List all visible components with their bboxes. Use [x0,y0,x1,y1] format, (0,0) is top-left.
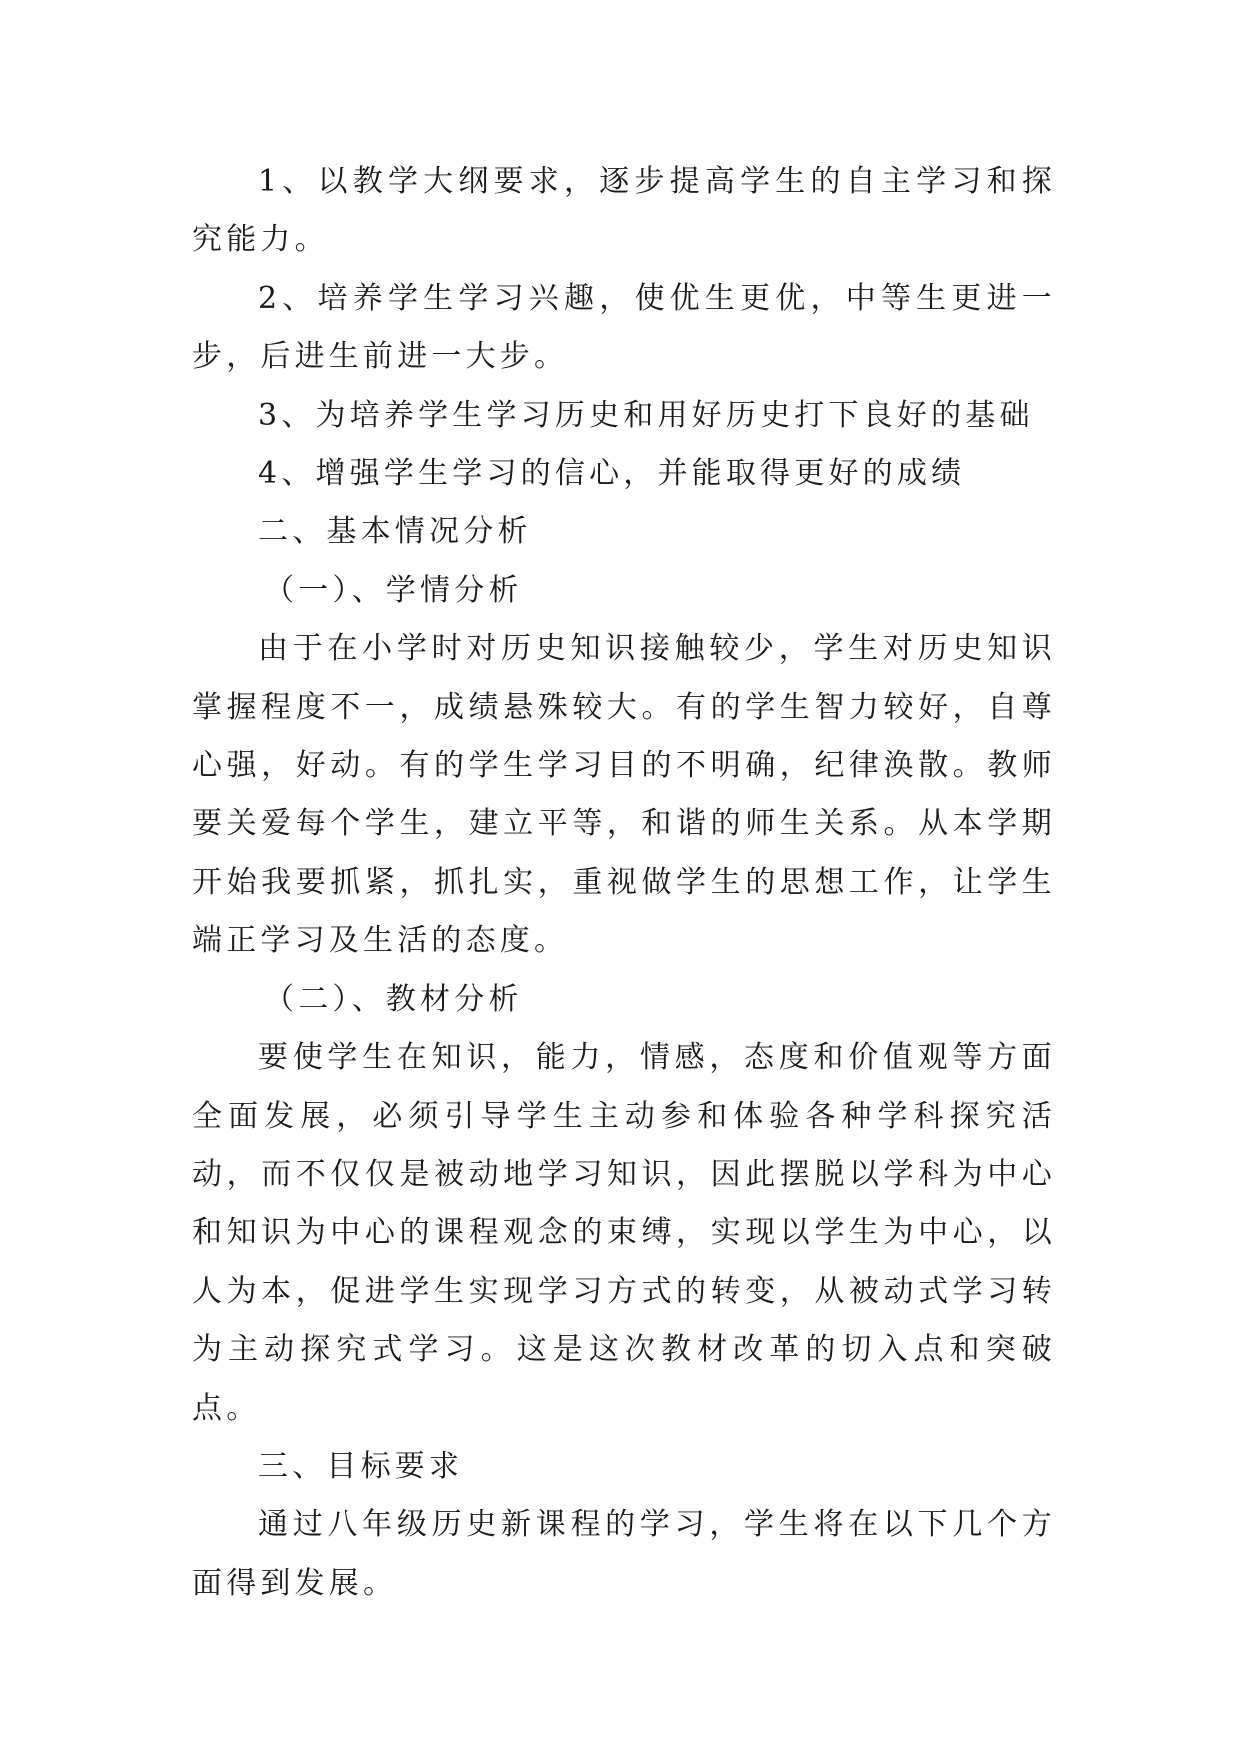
goals-intro-paragraph: 通过八年级历史新课程的学习，学生将在以下几个方面得到发展。 [192,1507,1056,1601]
section-heading-goals: 三、目标要求 [258,1448,464,1484]
student-analysis-paragraph: 由于在小学时对历史知识接触较少，学生对历史知识掌握程度不一，成绩悬殊较大。有的学生智力较好，自尊心强，好动。有的学生学习目的不明确，纪律涣散。教师要关爱每个学生，建立平等，和谐的师生关系。从本学期开始我要抓紧，抓扎实，重视做学生的思想工作，让学生端正学习及生活的态度。 [192,631,1056,959]
goal-item-3: 3、为培养学生学习历史和用好历史打下良好的基础 [258,397,1034,433]
textbook-analysis-paragraph: 要使学生在知识，能力，情感，态度和价值观等方面全面发展，必须引导学生主动参和体验各种学科探究活动，而不仅仅是被动地学习知识，因此摆脱以学科为中心和知识为中心的课程观念的束缚，实现以学生为中心，以人为本，促进学生实现学习方式的转变，从被动式学习转为主动探究式学习。这是这次教材改革的切入点和突破点。 [192,1040,1056,1426]
subsection-heading-textbook-analysis: （二）、教材分析 [264,981,523,1017]
document-body [192,153,1056,1613]
subsection-heading-student-analysis: （一）、学情分析 [264,572,523,608]
goal-item-1: 1、以教学大纲要求，逐步提高学生的自主学习和探究能力。 [192,164,1056,258]
section-heading-basic-analysis: 二、基本情况分析 [258,514,532,550]
goal-item-2: 2、培养学生学习兴趣，使优生更优，中等生更进一步，后进生前进一大步。 [192,280,1056,375]
goal-item-4: 4、增强学生学习的信心，并能取得更好的成绩 [258,456,966,492]
